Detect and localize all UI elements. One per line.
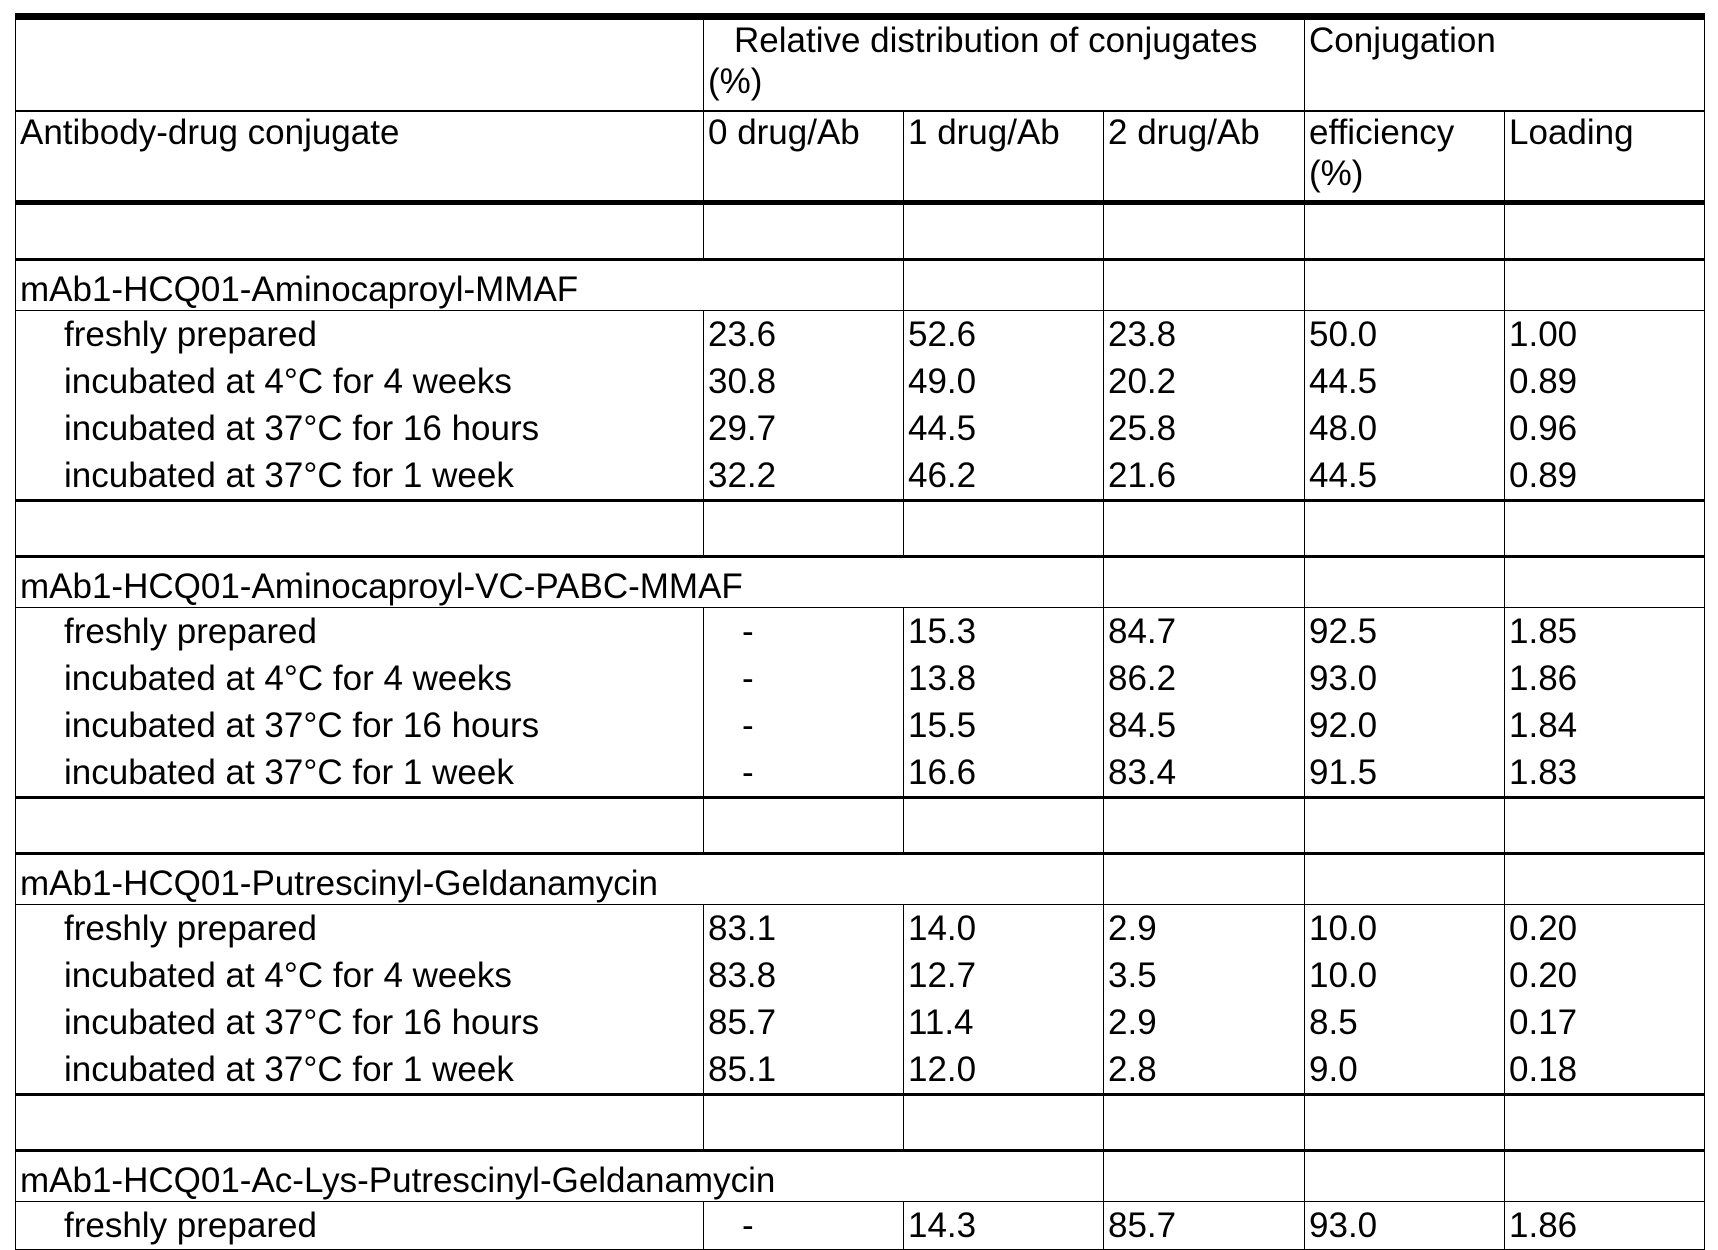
header-conjugation: Conjugation (1305, 17, 1705, 112)
header-row-group (16, 17, 1705, 112)
d1-cell: 14.3 (904, 1202, 1104, 1250)
empty-cell (1305, 1151, 1505, 1202)
table-row (16, 311, 1705, 359)
condition-cell: freshly prepared (16, 608, 704, 656)
d2-cell: 2.9 (1104, 999, 1305, 1046)
loading-cell: 0.18 (1505, 1046, 1705, 1095)
empty-cell (16, 501, 704, 557)
d1-cell: 15.3 (904, 608, 1104, 656)
d1-cell: 14.0 (904, 905, 1104, 953)
empty-cell (1305, 557, 1505, 608)
spacer-row (16, 501, 1705, 557)
group-row (16, 1151, 1705, 1202)
d2-cell: 84.5 (1104, 702, 1305, 749)
table-row (16, 608, 1705, 656)
loading-cell: 0.20 (1505, 905, 1705, 953)
d1-cell: 13.8 (904, 655, 1104, 702)
empty-cell (1505, 501, 1705, 557)
d1-cell: 11.4 (904, 999, 1104, 1046)
d0-cell: 83.1 (704, 905, 904, 953)
d0-cell: 23.6 (704, 311, 904, 359)
empty-cell (1104, 501, 1305, 557)
empty-cell (1505, 557, 1705, 608)
loading-cell: 1.86 (1505, 655, 1705, 702)
spacer-row (16, 798, 1705, 854)
d2-cell: 3.5 (1104, 952, 1305, 999)
empty-cell (1104, 1095, 1305, 1151)
group-row (16, 557, 1705, 608)
eff-cell: 44.5 (1305, 452, 1505, 501)
table-row (16, 358, 1705, 405)
eff-cell: 10.0 (1305, 952, 1505, 999)
header-row-columns (16, 111, 1705, 203)
empty-cell (16, 1095, 704, 1151)
d0-cell: 30.8 (704, 358, 904, 405)
d2-cell: 2.9 (1104, 905, 1305, 953)
d2-cell: 2.8 (1104, 1046, 1305, 1095)
group-name: mAb1-HCQ01-Putrescinyl-Geldanamycin (16, 854, 1104, 905)
eff-cell: 50.0 (1305, 311, 1505, 359)
loading-cell: 1.84 (1505, 702, 1705, 749)
eff-cell: 93.0 (1305, 655, 1505, 702)
d0-cell: - (704, 608, 904, 656)
table-row (16, 1046, 1705, 1095)
d2-cell: 25.8 (1104, 405, 1305, 452)
header-text: Relative distribution of conjugates (%) (708, 21, 1257, 101)
d0-cell: - (704, 655, 904, 702)
table-row (16, 452, 1705, 501)
d0-cell: 29.7 (704, 405, 904, 452)
eff-cell: 91.5 (1305, 749, 1505, 798)
eff-cell: 92.0 (1305, 702, 1505, 749)
adc-stability-table (15, 13, 1705, 1250)
empty-cell (1104, 798, 1305, 854)
d0-cell: - (704, 1202, 904, 1250)
d2-cell: 23.8 (1104, 311, 1305, 359)
condition-cell: freshly prepared (16, 311, 704, 359)
eff-cell: 93.0 (1305, 1202, 1505, 1250)
header-0-drug: 0 drug/Ab (704, 111, 904, 203)
loading-cell: 0.89 (1505, 358, 1705, 405)
condition-cell: freshly prepared (16, 905, 704, 953)
group-name: mAb1-HCQ01-Ac-Lys-Putrescinyl-Geldanamycin (16, 1151, 1104, 1202)
d0-cell: - (704, 749, 904, 798)
empty-cell (1505, 798, 1705, 854)
d1-cell: 12.7 (904, 952, 1104, 999)
d1-cell: 49.0 (904, 358, 1104, 405)
empty-cell (1305, 260, 1505, 311)
empty-cell (1305, 854, 1505, 905)
spacer-row (16, 203, 1705, 260)
header-adc: Antibody-drug conjugate (16, 111, 704, 203)
empty-cell (1305, 798, 1505, 854)
d1-cell: 16.6 (904, 749, 1104, 798)
eff-cell: 9.0 (1305, 1046, 1505, 1095)
condition-cell: incubated at 4°C for 4 weeks (16, 952, 704, 999)
header-efficiency: efficiency (%) (1305, 111, 1505, 203)
empty-cell (1104, 557, 1305, 608)
d2-cell: 86.2 (1104, 655, 1305, 702)
empty-cell (1305, 1095, 1505, 1151)
empty-cell (904, 203, 1104, 260)
d2-cell: 20.2 (1104, 358, 1305, 405)
d0-cell: 85.7 (704, 999, 904, 1046)
d2-cell: 85.7 (1104, 1202, 1305, 1250)
table-row (16, 952, 1705, 999)
d2-cell: 84.7 (1104, 608, 1305, 656)
d1-cell: 15.5 (904, 702, 1104, 749)
header-relative-distribution (704, 17, 1305, 112)
condition-cell: incubated at 37°C for 1 week (16, 452, 704, 501)
condition-cell: incubated at 4°C for 4 weeks (16, 655, 704, 702)
empty-cell (704, 203, 904, 260)
d0-cell: - (704, 702, 904, 749)
condition-cell: freshly prepared (16, 1202, 704, 1250)
empty-cell (1104, 203, 1305, 260)
d1-cell: 12.0 (904, 1046, 1104, 1095)
d1-cell: 44.5 (904, 405, 1104, 452)
empty-cell (904, 260, 1104, 311)
loading-cell: 1.85 (1505, 608, 1705, 656)
loading-cell: 0.89 (1505, 452, 1705, 501)
header-empty-cell (16, 17, 704, 112)
loading-cell: 0.20 (1505, 952, 1705, 999)
d2-cell: 83.4 (1104, 749, 1305, 798)
header-1-drug: 1 drug/Ab (904, 111, 1104, 203)
table-row (16, 1202, 1705, 1250)
condition-cell: incubated at 4°C for 4 weeks (16, 358, 704, 405)
header-loading: Loading (1505, 111, 1705, 203)
empty-cell (904, 501, 1104, 557)
empty-cell (16, 203, 704, 260)
d0-cell: 32.2 (704, 452, 904, 501)
d0-cell: 85.1 (704, 1046, 904, 1095)
table-row (16, 905, 1705, 953)
empty-cell (1305, 501, 1505, 557)
group-row (16, 260, 1705, 311)
loading-cell: 0.96 (1505, 405, 1705, 452)
eff-cell: 92.5 (1305, 608, 1505, 656)
condition-cell: incubated at 37°C for 16 hours (16, 702, 704, 749)
eff-cell: 44.5 (1305, 358, 1505, 405)
table-row (16, 999, 1705, 1046)
table-row (16, 702, 1705, 749)
loading-cell: 1.86 (1505, 1202, 1705, 1250)
table-row (16, 405, 1705, 452)
table-row (16, 655, 1705, 702)
spacer-row (16, 1095, 1705, 1151)
condition-cell: incubated at 37°C for 1 week (16, 1046, 704, 1095)
empty-cell (1305, 203, 1505, 260)
empty-cell (1104, 854, 1305, 905)
condition-cell: incubated at 37°C for 1 week (16, 749, 704, 798)
group-name: mAb1-HCQ01-Aminocaproyl-MMAF (16, 260, 904, 311)
empty-cell (16, 798, 704, 854)
d2-cell: 21.6 (1104, 452, 1305, 501)
d1-cell: 46.2 (904, 452, 1104, 501)
empty-cell (704, 1095, 904, 1151)
eff-cell: 8.5 (1305, 999, 1505, 1046)
d0-cell: 83.8 (704, 952, 904, 999)
empty-cell (1505, 854, 1705, 905)
empty-cell (704, 798, 904, 854)
table-row (16, 749, 1705, 798)
eff-cell: 10.0 (1305, 905, 1505, 953)
loading-cell: 1.83 (1505, 749, 1705, 798)
d1-cell: 52.6 (904, 311, 1104, 359)
empty-cell (704, 501, 904, 557)
condition-cell: incubated at 37°C for 16 hours (16, 999, 704, 1046)
group-name: mAb1-HCQ01-Aminocaproyl-VC-PABC-MMAF (16, 557, 1104, 608)
empty-cell (1505, 1095, 1705, 1151)
loading-cell: 0.17 (1505, 999, 1705, 1046)
empty-cell (1505, 1151, 1705, 1202)
eff-cell: 48.0 (1305, 405, 1505, 452)
empty-cell (1505, 203, 1705, 260)
group-row (16, 854, 1705, 905)
header-2-drug: 2 drug/Ab (1104, 111, 1305, 203)
empty-cell (1104, 260, 1305, 311)
empty-cell (1104, 1151, 1305, 1202)
condition-cell: incubated at 37°C for 16 hours (16, 405, 704, 452)
empty-cell (904, 1095, 1104, 1151)
empty-cell (904, 798, 1104, 854)
empty-cell (1505, 260, 1705, 311)
loading-cell: 1.00 (1505, 311, 1705, 359)
